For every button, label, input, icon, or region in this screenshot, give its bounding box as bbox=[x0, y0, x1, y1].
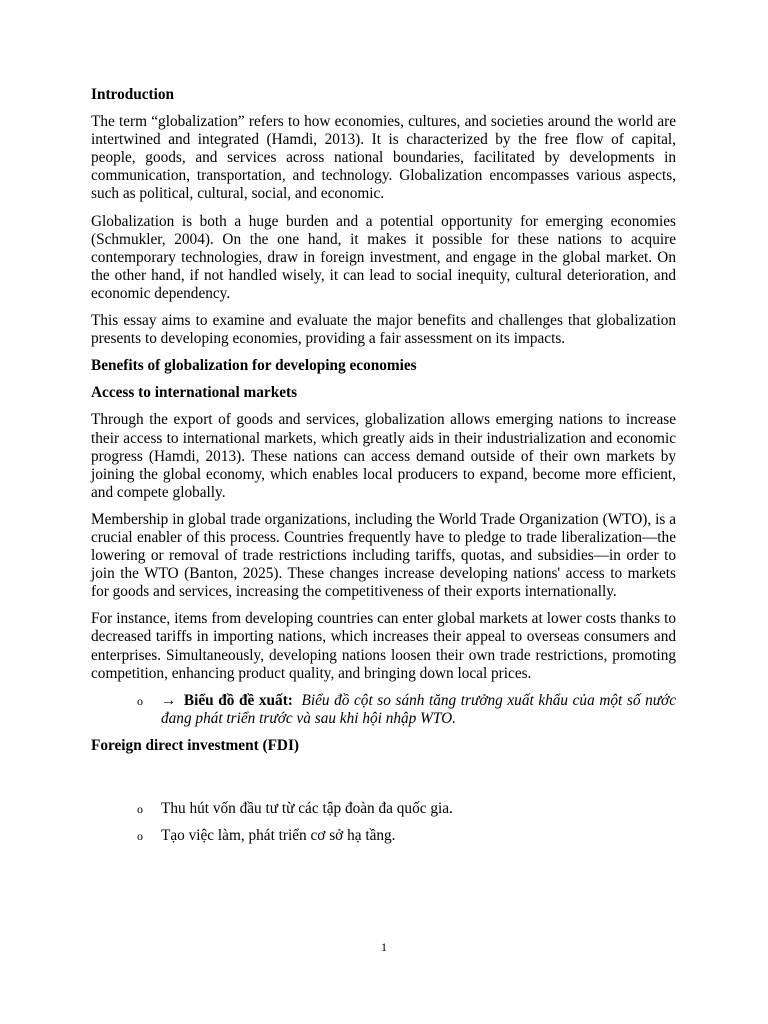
bullet-marker: o bbox=[137, 693, 143, 708]
document-body bbox=[91, 86, 676, 854]
access-paragraph-3: For instance, items from developing countries can enter global markets at lower costs thanks to decreased tariffs in importing nations, which increases their appeal to overseas consumers and enterprises. Simultaneously, developing nations loosen their own trade restrictions, promoting competition, enhancing product quality, and bringing down local prices. bbox=[91, 610, 676, 682]
access-heading: Access to international markets bbox=[91, 384, 298, 402]
fdi-bullet-text: Tạo việc làm, phát triển cơ sở hạ tầng. bbox=[161, 827, 396, 845]
arrow-icon: → bbox=[161, 691, 177, 709]
blank-space bbox=[91, 764, 676, 800]
fdi-bullet-1 bbox=[91, 800, 676, 818]
page-number: 1 bbox=[381, 940, 387, 954]
chart-suggestion-description: Biểu đồ cột so sánh tăng trưởng xuất khẩu của một số nước đang phát triển trước và sau khi hội nhập WTO. bbox=[161, 691, 677, 727]
fdi-bullet-text: Thu hút vốn đầu tư từ các tập đoàn đa quốc gia. bbox=[161, 800, 453, 817]
intro-heading: Introduction bbox=[91, 86, 175, 103]
intro-paragraph-1: The term “globalization” refers to how economies, cultures, and societies around the world are intertwined and integrated (Hamdi, 2013). It is characterized by the free flow of capital, people, goods, and services across national boundaries, facilitated by developments in communication, transportation, and technology. Globalization encompasses various aspects, such as political, cultural, social, and economic. bbox=[91, 113, 676, 203]
intro-paragraph-2: Globalization is both a huge burden and a potential opportunity for emerging economies (Schmukler, 2004). On the one hand, it makes it possible for these nations to acquire contemporary technologies, draw in foreign investment, and engage in the global market. On the other hand, if not handled wisely, it can lead to social inequity, cultural deterioration, and economic dependency. bbox=[91, 212, 676, 302]
chart-suggestion-bullet bbox=[91, 692, 676, 728]
intro-paragraph-3: This essay aims to examine and evaluate the major benefits and challenges that globalization presents to developing economies, providing a fair assessment on its impacts. bbox=[91, 312, 676, 348]
access-paragraph-2: Membership in global trade organizations, including the World Trade Organization (WTO), is a crucial enabler of this process. Countries frequently have to pledge to trade liberalization—the lowering or removal of trade restrictions including tariffs, quotas, and subsidies—in order to join the WTO (Banton, 2025). These changes increase developing nations' access to markets for goods and services, increasing the competitiveness of their exports internationally. bbox=[91, 510, 676, 601]
chart-suggestion-label: Biểu đồ đề xuất: bbox=[183, 691, 293, 709]
benefits-heading: Benefits of globalization for developing economies bbox=[91, 357, 417, 375]
fdi-bullet-2 bbox=[91, 827, 676, 845]
bullet-marker: o bbox=[137, 802, 143, 816]
access-paragraph-1: Through the export of goods and services, globalization allows emerging nations to increase their access to international markets, which greatly aids in their industrialization and economic progress (Hamdi, 2013). These nations can access demand outside of their own markets by joining the global economy, which enables local producers to expand, become more efficient, and compete globally. bbox=[91, 411, 676, 501]
fdi-heading: Foreign direct investment (FDI) bbox=[91, 736, 300, 754]
bullet-marker: o bbox=[137, 829, 143, 844]
